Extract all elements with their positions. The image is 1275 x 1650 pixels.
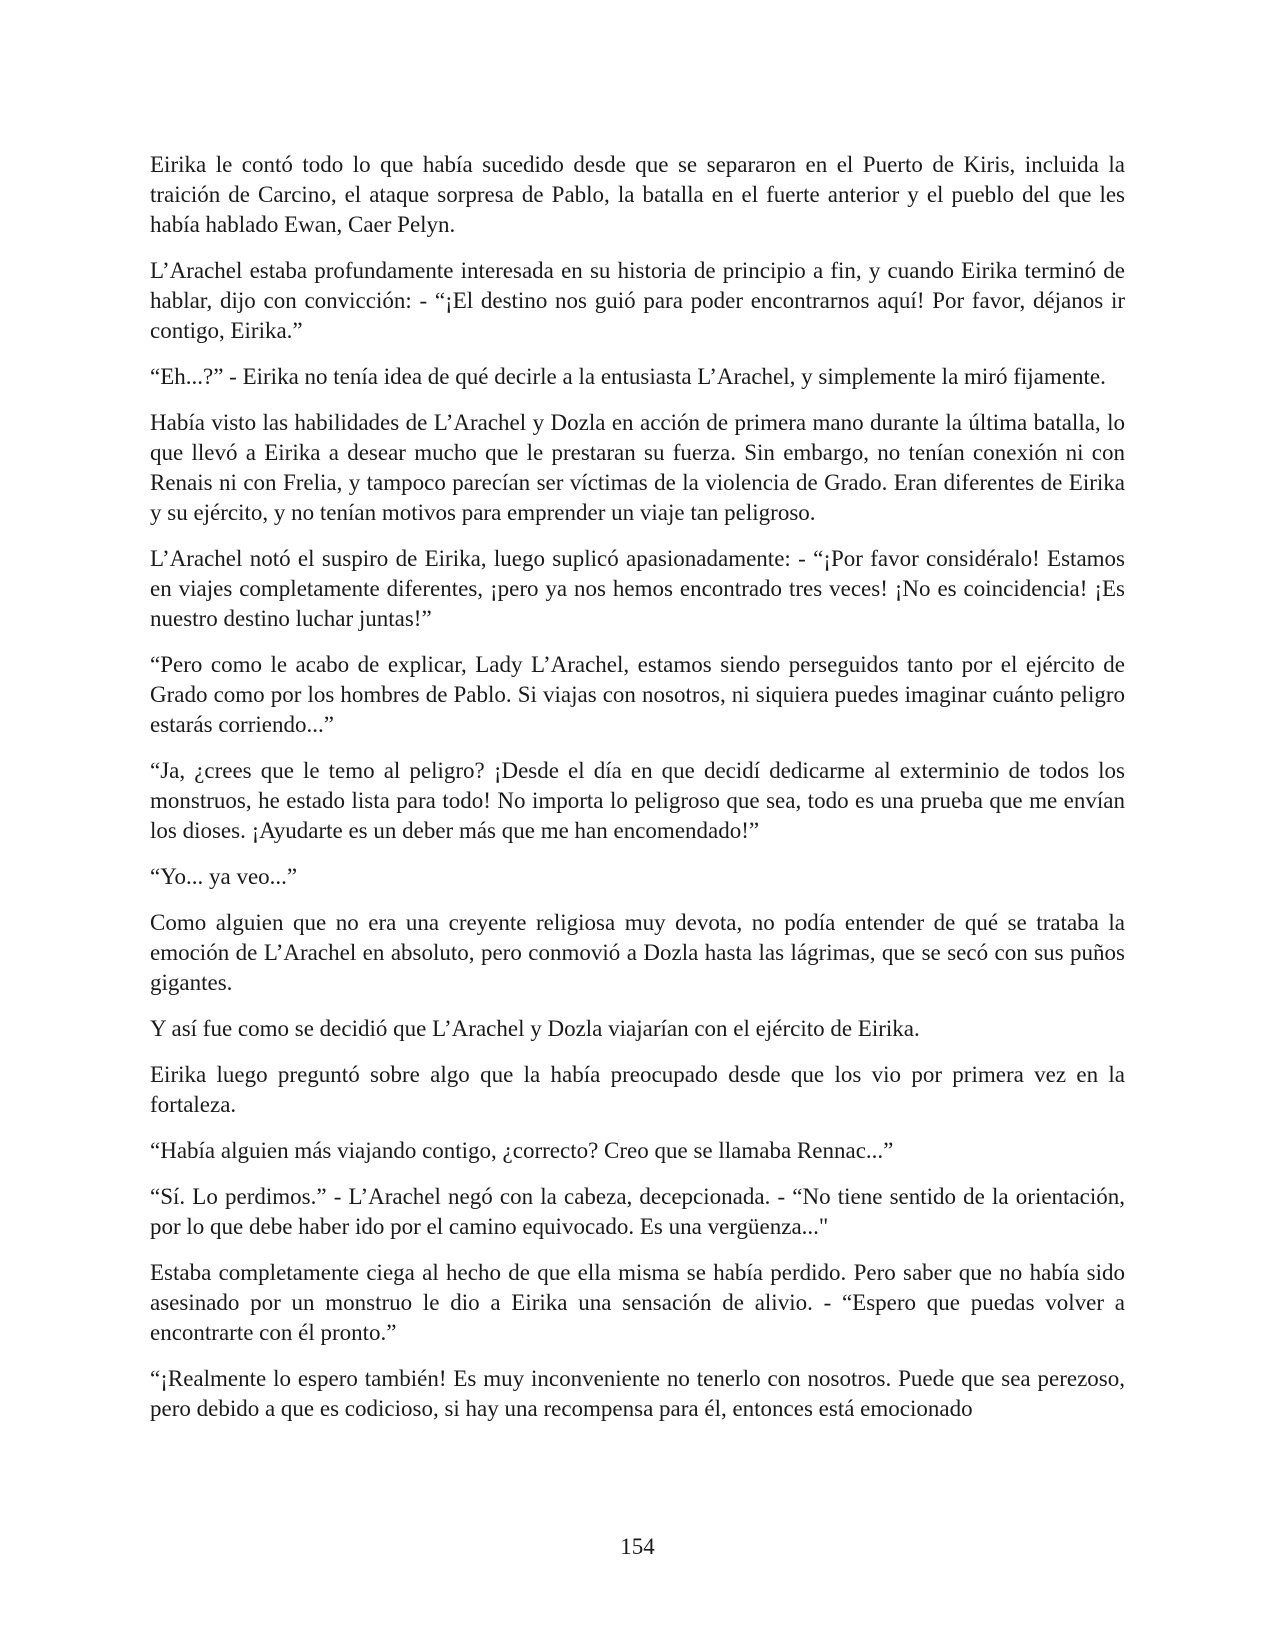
paragraph-7: “Ja, ¿crees que le temo al peligro? ¡Desde el día en que decidí dedicarme al exterminio de todos los monstruos, he estado lista para todo! No importa lo peligroso que sea, todo es una prueba que me envían los dioses. ¡Ayudarte es un deber más que me han encomendado!” [150, 758, 1125, 843]
paragraph-11: Eirika luego preguntó sobre algo que la había preocupado desde que los vio por primera vez en la fortaleza. [150, 1062, 1125, 1117]
page-body [150, 150, 1125, 1440]
paragraph-12: “Había alguien más viajando contigo, ¿correcto? Creo que se llamaba Rennac...” [150, 1138, 894, 1163]
paragraph-10: Y así fue como se decidió que L’Arachel y Dozla viajarían con el ejército de Eirika. [150, 1016, 920, 1041]
paragraph-3: “Eh...?” - Eirika no tenía idea de qué decirle a la entusiasta L’Arachel, y simplemente la miró fijamente. [150, 364, 1106, 389]
paragraph-13: “Sí. Lo perdimos.” - L’Arachel negó con la cabeza, decepcionada. - “No tiene sentido de la orientación, por lo que debe haber ido por el camino equivocado. Es una vergüenza..." [150, 1184, 1125, 1239]
paragraph-9: Como alguien que no era una creyente religiosa muy devota, no podía entender de qué se trataba la emoción de L’Arachel en absoluto, pero conmovió a Dozla hasta las lágrimas, que se secó con sus puños gigantes. [150, 910, 1125, 995]
paragraph-5: L’Arachel notó el suspiro de Eirika, luego suplicó apasionadamente: - “¡Por favor considéralo! Estamos en viajes completamente diferentes, ¡pero ya nos hemos encontrado tres veces! ¡No es coincidencia! ¡Es nuestro destino luchar juntas!” [150, 546, 1125, 631]
paragraph-14: Estaba completamente ciega al hecho de que ella misma se había perdido. Pero saber que no había sido asesinado por un monstruo le dio a Eirika una sensación de alivio. - “Espero que puedas volver a encontrarte con él pronto.” [150, 1260, 1125, 1345]
paragraph-2: L’Arachel estaba profundamente interesada en su historia de principio a fin, y cuando Eirika terminó de hablar, dijo con convicción: - “¡El destino nos guió para poder encontrarnos aquí! Por favor, déjanos ir contigo, Eirika.” [150, 258, 1125, 343]
paragraph-8: “Yo... ya veo...” [150, 864, 298, 889]
paragraph-15: “¡Realmente lo espero también! Es muy inconveniente no tenerlo con nosotros. Puede que sea perezoso, pero debido a que es codicioso, si hay una recompensa para él, entonces está emocionado [150, 1366, 1125, 1421]
page-number: 154 [620, 1534, 655, 1559]
paragraph-1: Eirika le contó todo lo que había sucedido desde que se separaron en el Puerto de Kiris, incluida la traición de Carcino, el ataque sorpresa de Pablo, la batalla en el fuerte anterior y el pueblo del que les había hablado Ewan, Caer Pelyn. [150, 152, 1125, 237]
paragraph-6: “Pero como le acabo de explicar, Lady L’Arachel, estamos siendo perseguidos tanto por el ejército de Grado como por los hombres de Pablo. Si viajas con nosotros, ni siquiera puedes imaginar cuánto peligro estarás corriendo...” [150, 652, 1125, 737]
paragraph-4: Había visto las habilidades de L’Arachel y Dozla en acción de primera mano durante la última batalla, lo que llevó a Eirika a desear mucho que le prestaran su fuerza. Sin embargo, no tenían conexión ni con Renais ni con Frelia, y tampoco parecían ser víctimas de la violencia de Grado. Eran diferentes de Eirika y su ejército, y no tenían motivos para emprender un viaje tan peligroso. [150, 410, 1125, 525]
